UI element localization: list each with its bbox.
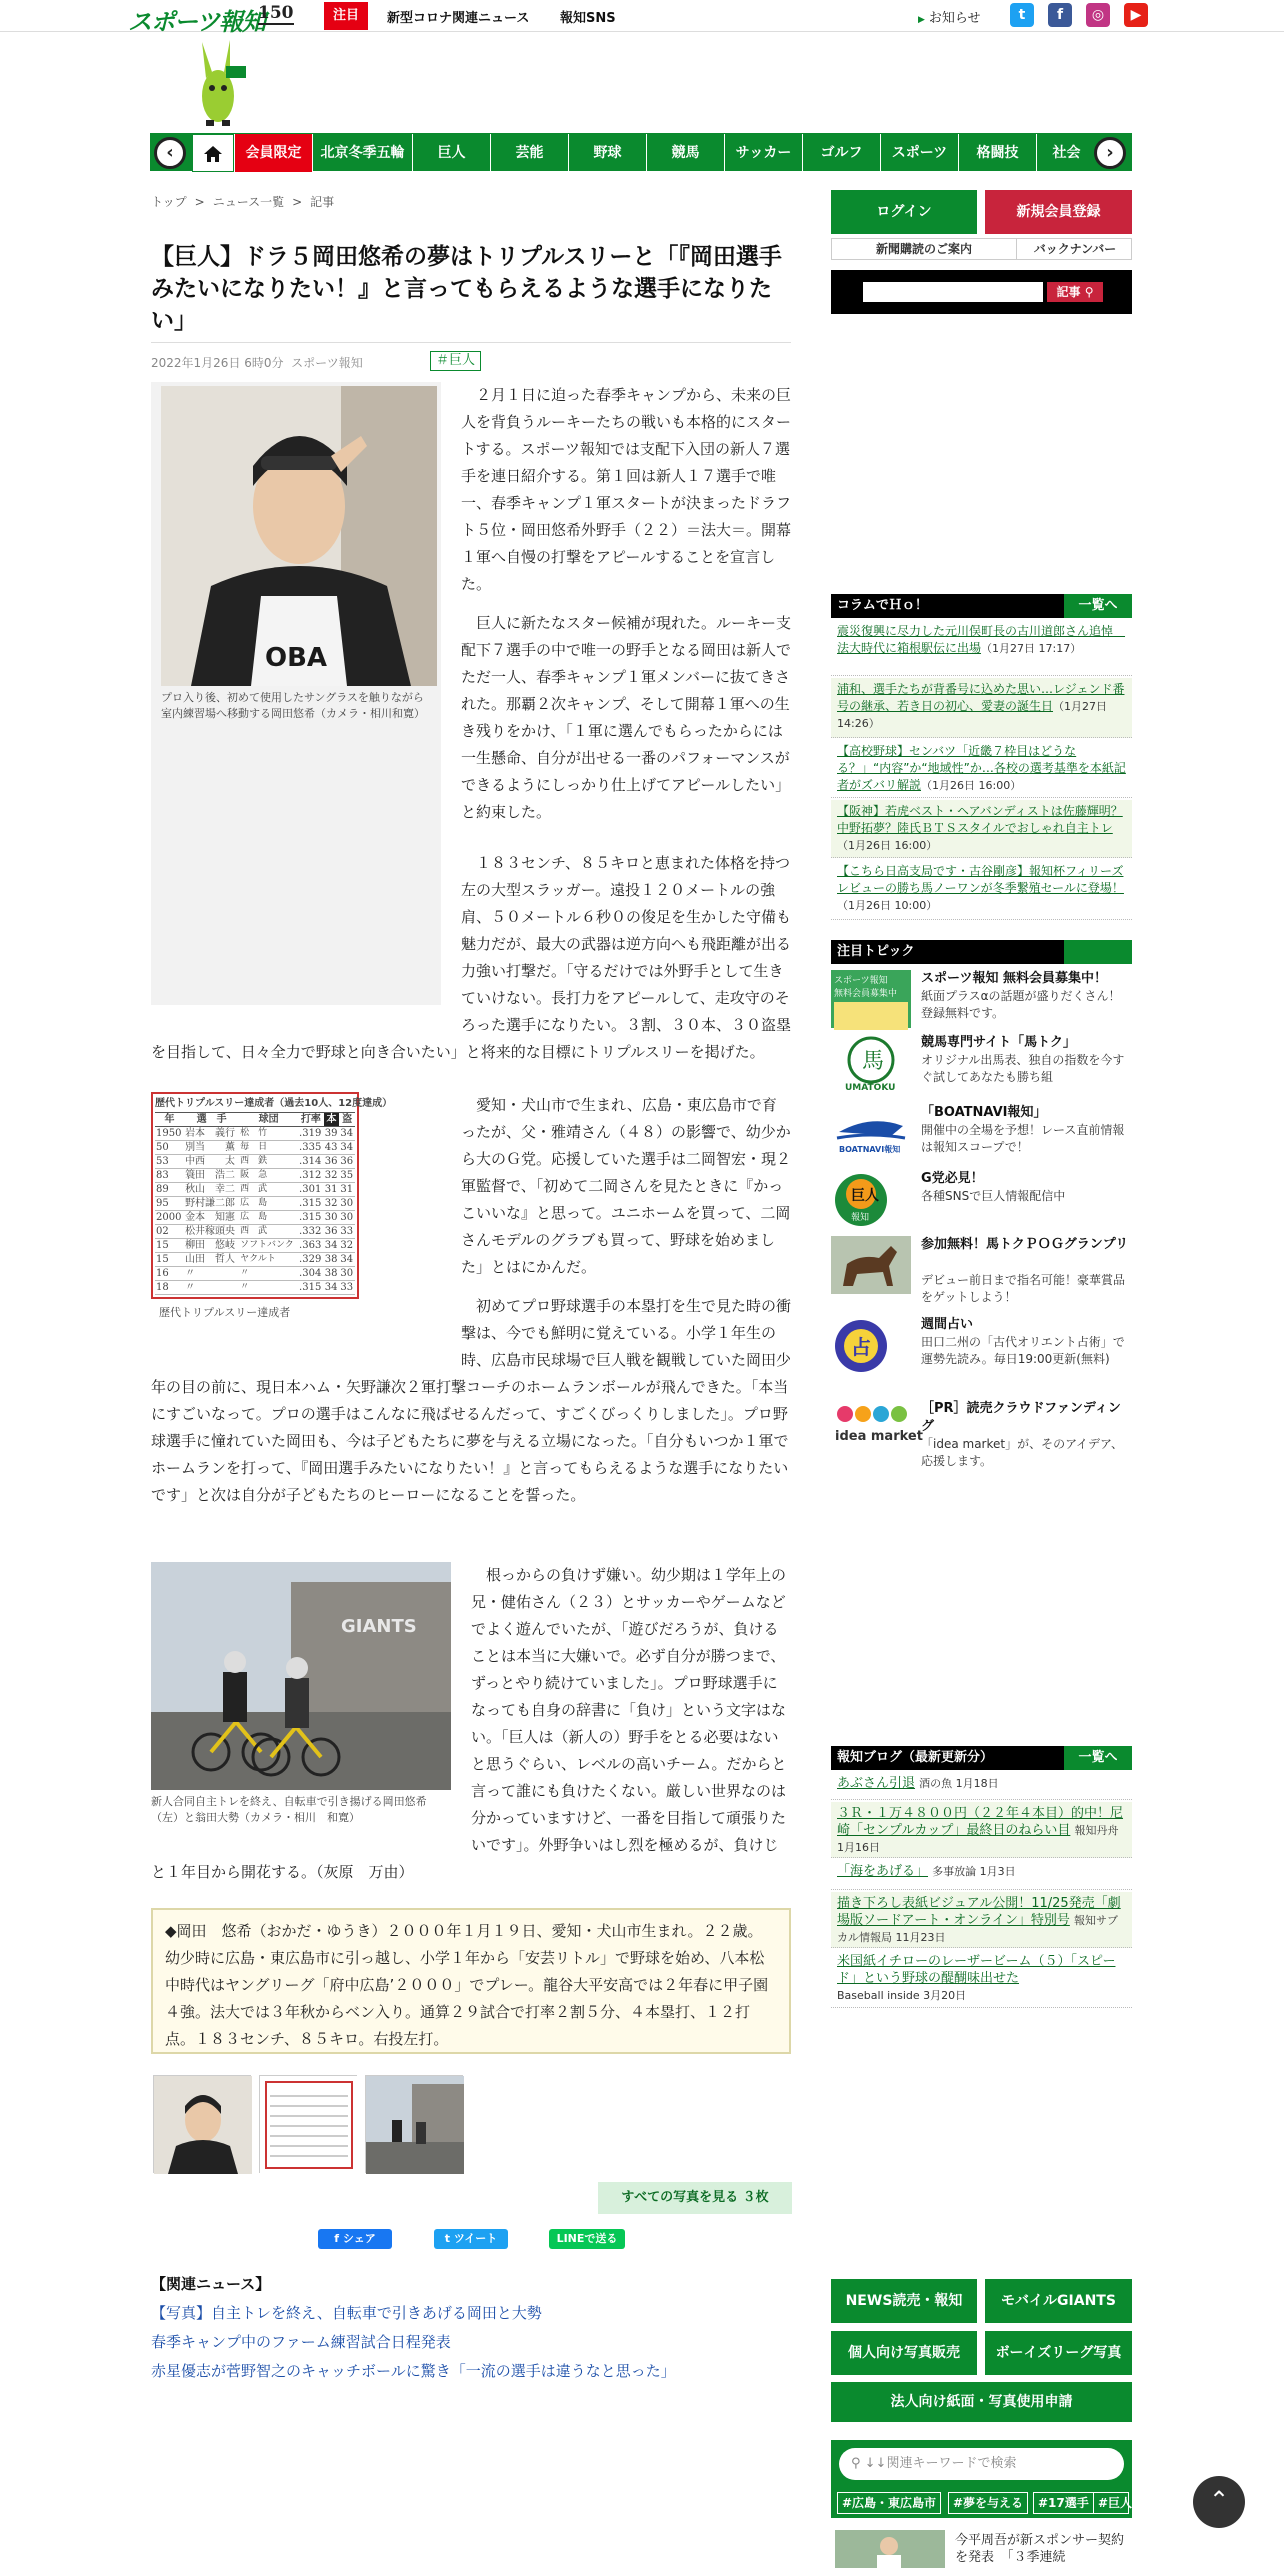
top-bar [0,0,1284,36]
paragraph-3-text: １８３センチ、８５キロと恵まれた体格を持つ左の大型スラッガー。遠投１２０メートルの強肩、５０メートル６秒０の俊足を生かした守備も魅力だが、最大の武器は逆方向へも飛距離が出る力強い打撃だ。「守るだけでは外野手として生きていけない。長打力をアピールして、走攻守のそろった選手になりたい。３割、３０本、３０盗塁を目指して、日々全力で野球と向き合いたい」と将来的な目標にトリプルスリーを掲げた。 [151,854,792,1061]
triple-table-cell: 95 [155,1197,184,1211]
youtube-icon[interactable]: ▶ [1124,3,1148,27]
triple-table-cell: 中西 太 [184,1155,239,1169]
search-button[interactable]: 記事 ⚲ [1047,282,1103,302]
photo3-caption: 新人合同自主トレを終え、自転車で引き揚げる岡田悠希（左）と翁田大勢（カメラ・相川 和寛） [151,1795,427,1824]
topic-item-4[interactable]: 巨人 報知 G党必見！ 各種SNSで巨人情報配信中 [831,1170,1132,1230]
blog-more-link[interactable]: 一覧へ [1064,1746,1132,1770]
triple-table-cell: 34 [324,1282,338,1293]
article-body-1 [151,382,791,838]
triple-table-cell: 柳田 悠岐 [184,1239,239,1253]
triple-table-cell: 野村謙二郎 [184,1197,239,1211]
search-input[interactable] [863,282,1043,302]
triple-table-cell: 36 [324,1226,338,1237]
paragraph-6: 根っからの負けず嫌い。幼少期は１学年上の兄・健佑さん（２３）とサッカーやゲームなどでよく遊んでいたが、「遊びだろうが、負けることは本当に大嫌いで。必ず自分が勝つまで、ずっとやり続けていました」。プロ野球選手になっても自身の辞書に「負け」という文字はない。「巨人は（新人の）野手をとる必要はないと思うぐらい、レベルの高いチーム。だからと言って誰にも負けたくない。厳しい世界なのは分かっていますけど、一番を目指して頑張りたいです」。外野争いはし烈を極めるが、負けじと１年目から開花する。（灰原 万由） [151,1566,787,1881]
fortune-icon [831,1316,911,1374]
triple-table-cell: 32 [340,1240,354,1251]
column-heading: コラムでＨｏ！ 一覧へ [831,594,1132,618]
paragraph-5: 初めてプロ野球選手の本塁打を生で見た時の衝撃は、今でも鮮明に覚えている。小学１年生の時、広島市民球場で巨人戦を観戦していた岡田少年の目の前に、現日本ハム・矢野謙次２軍打撃コーチのホームランボールが飛んできた。「本当にすごいなって。プロの選手はこんなに飛ばせるんだって、すごくびっくりしました」。プロ野球選手に憧れていた岡田も、今は子どもたちに夢を与える立場になった。「自分もいつか１軍でホームランを打って、『岡田選手みたいになりたい！』と言ってもらえるような選手になりたいです」と次は自分が子どもたちのヒーローになることを誓った。 [151,1297,792,1504]
search-icon: ⚲ [1084,285,1094,299]
facebook-icon[interactable]: f [1048,3,1072,27]
related-news [151,2270,676,2386]
blog-item-4[interactable]: 描き下ろし表紙ビジュアル公開！11/25発売「劇場版ソードアート・オンライン」特別号 報知サブカル情報局 11月23日 [831,1892,1132,1948]
triple-table-cell: 1950 [155,1127,184,1141]
related-heading: 【関連ニュース】 [151,2275,271,2293]
triple-table-cell: .332 [298,1225,324,1239]
triple-table-cell: 阪 急 [239,1169,298,1183]
bottom-news-image[interactable] [835,2530,945,2568]
triple-table-cell: 33 [340,1282,354,1293]
triple-table-cell: .304 [298,1267,324,1281]
triple-table-cell: 2000 [155,1211,184,1225]
triple-table-cell: 34 [340,1128,354,1139]
triple-table-cell: ヤクルト [239,1253,298,1267]
chumoku-badge: 注目 [324,2,368,30]
instagram-icon[interactable]: ◎ [1086,3,1110,27]
profile-box: ◆岡田 悠希（おかだ・ゆうき）２０００年１月１９日、愛知・犬山市生まれ。２２歳。幼少時に広島・東広島市に引っ越し、小学１年から「安芸リトル」で野球を始め、八本松中時代はヤングリーグ「府中広島’２０００」でプレー。龍谷大平安高では２年春に甲子園４強。法大では３年秋からベン入り。通算２９試合で打率２割５分、４本塁打、１２打点。１８３センチ、８５キロ。右投左打。 [151,1908,791,2054]
topic-item-5[interactable]: 参加無料！馬トクＰＯＧグランプリ デビュー前日まで指名可能！豪華賞品をゲットしよう！ [831,1236,1132,1296]
triple-table-cell: 31 [324,1184,338,1195]
triple-table-cell: 16 [155,1267,184,1281]
back-to-top-button[interactable] [1193,2476,1245,2528]
svg-text:idea market: idea market [835,1429,923,1444]
triple-table-cell: 33 [340,1226,354,1237]
triple-table-cell: 34 [324,1240,338,1251]
giants-hochi-icon [831,1170,911,1228]
triple-table-title: 歴代トリプルスリー達成者（過去10人、12度達成） [155,1096,355,1113]
article-body-5 [151,1562,791,1886]
triple-table-cell: 広 島 [239,1197,298,1211]
triple-table-cell: .319 [298,1127,324,1141]
column-item-5[interactable]: 【こちら日高支局です・古谷剛彦】報知杯フィリーズレビューの勝ち馬ノーワンが冬季繋殖セールに登場！（1月26日 10:00） [831,860,1132,920]
triple-table-cell: 35 [340,1170,354,1181]
keyword-pill-3[interactable]: #17選手 [1033,2492,1094,2514]
news-yomiuri-button[interactable]: NEWS読売・報知 [831,2279,977,2323]
triple-table-cell: 秋山 幸二 [184,1183,239,1197]
triple-table-cell: .315 [298,1211,324,1225]
nav-item-member[interactable]: 会員限定 [234,134,312,172]
triple-table-cell: 18 [155,1281,184,1295]
related-link-2[interactable]: 春季キャンプ中のファーム練習試合日程発表 [151,2333,451,2351]
hochi-member-icon: スポーツ報知 無料会員募集中 [831,970,911,1028]
nav-next-button[interactable]: › [1094,137,1126,169]
triple-table-header: 選 手 [184,1113,239,1127]
column-item-3[interactable]: 【高校野球】センバツ「近畿７枠目はどうなる？」“内容”か“地域性”か…各校の選考基準を本紙記者がズバリ解説（1月26日 16:00） [831,740,1132,798]
triple-table-header: 本 [324,1113,340,1127]
sidebar-links [831,238,1132,260]
triple-table-cell: .335 [298,1141,324,1155]
triple-table-cell: 簑田 浩二 [184,1169,239,1183]
triple-table-cell: 38 [324,1254,338,1265]
related-link-1[interactable]: 【写真】自主トレを終え、自転車で引きあげる岡田と大勢 [151,2304,542,2322]
triple-table-cell: 36 [340,1156,354,1167]
keyword-search-input[interactable]: ⚲ ↓↓関連キーワードで検索 [839,2448,1124,2480]
nav-item-soccer[interactable]: サッカー [724,134,802,172]
svg-text:巨人: 巨人 [851,1188,879,1204]
twitter-icon[interactable]: t [1010,3,1034,27]
search-icon: ⚲ [851,2456,865,2471]
nav-item-sports[interactable]: スポーツ [880,134,958,172]
register-button[interactable]: 新規会員登録 [985,190,1132,234]
hochi-sns-link[interactable]: 報知SNS [560,11,616,26]
keyword-pill-4[interactable]: #巨人 [1093,2492,1129,2514]
thumbnail-1[interactable] [153,2075,251,2173]
triple-table-cell: .314 [298,1155,324,1169]
site-logo[interactable]: スポーツ報知 [128,8,266,36]
triple-table-cell: .315 [298,1281,324,1295]
paragraph-2: 巨人に新たなスター候補が現れた。ルーキー支配下７選手の中で唯一の野手となる岡田は新人でただ一人、春季キャンプ１軍メンバーに抜てきされた。那覇２次キャンプ、そして開幕１軍への生き残りをかけ、「１軍に選んでもらったからには一生懸命、自分が出せる一番のパフォーマンスができるようにしっかり仕上げてアピールしたい」と約束した。 [461,614,792,821]
mascot-icon[interactable] [190,38,250,126]
title-divider [151,342,791,343]
search-box [831,270,1132,314]
triple-table-cell: 89 [155,1183,184,1197]
triple-table-cell: 43 [324,1142,338,1153]
keyword-pill-2[interactable]: #夢を与える [948,2492,1028,2514]
article-date: 2022年1月26日 6時0分 スポーツ報知 [151,356,363,370]
article-title: 【巨人】ドラ５岡田悠希の夢はトリプルスリーと「『岡田選手みたいになりたい！』と言ってもらえるような選手になりたい」 [151,244,782,334]
keyword-pill-1[interactable]: #広島・東広島市 [837,2492,941,2514]
oshirase-link[interactable]: ▶ お知らせ [918,7,981,26]
svg-text:馬: 馬 [862,1049,885,1074]
category-nav [150,133,1132,171]
triple-table-cell: .312 [298,1169,324,1183]
boys-league-photo-button[interactable]: ボーイズリーグ写真 [985,2331,1132,2375]
triple-table-cell: 別当 薫 [184,1141,239,1155]
triple-table-cell: .363 [298,1239,324,1253]
paragraph-4: 愛知・犬山市で生まれ、広島・東広島市で育ったが、父・雅靖さん（４８）の影響で、幼少から大のＧ党。応援していた選手は二岡智宏・現２軍監督で、「初めて二岡さんを見たときに『かっこいいな』と思って。ユニホームを買って、二岡さんモデルのグラブも買って、野球を始めました」とはにかんだ。 [461,1096,792,1276]
svg-text:BOATNAVI報知: BOATNAVI報知 [839,1145,901,1154]
blog-item-2[interactable]: ３Ｒ・１万４８００円（２２年４本目）的中！尼崎「センプルカップ」最終日のねらい目 報知丹舟 1月16日 [831,1802,1132,1858]
facebook-share-button[interactable]: f シェア [318,2229,392,2249]
blog-item-3[interactable]: 「海をあげる」 多事放論 1月3日 [831,1860,1132,1890]
triple-table-cell: 50 [155,1141,184,1155]
bottom-news-title[interactable]: 今平周吾が新スポンサー契約を発表 「３季連続 [955,2533,1125,2565]
subscription-link[interactable]: 新聞購読のご案内 [832,239,1017,259]
triple-table-cell: 31 [340,1184,354,1195]
all-photos-button[interactable]: すべての写真を見る ３枚 [598,2182,792,2214]
breadcrumb-top[interactable]: トップ [151,195,187,209]
triple-table-cell: 15 [155,1239,184,1253]
mobile-giants-button[interactable]: モバイルGIANTS [985,2279,1132,2323]
triple-table-cell: 広 島 [239,1211,298,1225]
triple-table-cell: 53 [155,1155,184,1169]
breadcrumb: トップ > ニュース一覧 > 記事 [151,195,335,209]
home-icon [203,145,223,163]
topic-item-1[interactable]: スポーツ報知 無料会員募集中 スポーツ報知 無料会員募集中！ 紙面プラスαの話題が盛りだくさん！登録無料です。 [831,970,1132,1030]
column-more-link[interactable]: 一覧へ [1064,594,1132,618]
triple-table-cell: 松 竹 [239,1127,298,1141]
triple-table-cell: 〃 [239,1267,298,1281]
triple-table-cell: 西 鉄 [239,1155,298,1169]
topic-item-2[interactable]: 馬 UMATOKU 競馬専門サイト「馬トク」 オリジナル出馬表、独自の指数を今すぐ試してあなたも勝ち組 [831,1034,1132,1094]
triple-table-header: 打率 [298,1113,324,1127]
triple-table-cell: 〃 [184,1281,239,1295]
photo-sales-button[interactable]: 個人向け写真販売 [831,2331,977,2375]
blog-item-1[interactable]: あぶさん引退 酒の魚 1月18日 [831,1772,1132,1800]
triple-table-cell: 30 [340,1212,354,1223]
nav-prev-button[interactable]: ‹ [154,137,186,169]
triple-table-cell: 毎 日 [239,1141,298,1155]
triple-table-cell: 山田 哲人 [184,1253,239,1267]
anniversary-logo: 150 [258,3,294,23]
triple-table-cell: 30 [324,1212,338,1223]
breadcrumb-news-list[interactable]: ニュース一覧 [212,195,285,209]
nav-item-golf[interactable]: ゴルフ [802,134,880,172]
blog-heading: 報知ブログ（最新更新分） 一覧へ [831,1746,1132,1770]
photo1-caption: プロ入り後、初めて使用したサングラスを触りながら室内練習場へ移動する岡田悠希（カメラ・相川和寛） [161,691,425,720]
column-item-1[interactable]: 震災復興に尽力した元川俣町長の古川道郎さん追悼 法大時代に箱根駅伝に出場（1月27日 17:17） [831,620,1132,676]
triple-table-cell: 34 [340,1142,354,1153]
triple-table-cell: 西 武 [239,1225,298,1239]
nav-item-keiba[interactable]: 競馬 [646,134,724,172]
nav-item-giants[interactable]: 巨人 [412,134,490,172]
nav-home-button[interactable] [192,134,234,172]
triple-table-header: 盗 [339,1113,355,1127]
triple-table-header: 年 [155,1113,184,1127]
triple-table-cell: ソフトバンク [239,1239,298,1253]
column-item-4[interactable]: 【阪神】若虎ベスト・ヘアバンディストは佐藤輝明？中野拓夢？陸氏ＢＴＳスタイルでおしゃれ自主トレ（1月26日 16:00） [831,800,1132,858]
triple-table-cell: .315 [298,1197,324,1211]
topic-heading: 注目トピック [831,940,1132,964]
umatoku-icon [831,1034,911,1092]
corporate-photo-button[interactable]: 法人向け紙面・写真使用申請 [831,2382,1132,2422]
nav-item-shakai[interactable]: 社会 [1036,134,1096,172]
triple-table-cell: 岩本 義行 [184,1127,239,1141]
triple-table-cell: 〃 [184,1267,239,1281]
nav-item-baseball[interactable]: 野球 [568,134,646,172]
related-link-3[interactable]: 赤星優志が菅野智之のキャッチボールに驚き「一流の選手は違うなと思った」 [151,2362,676,2380]
corona-news-link[interactable]: 新型コロナ関連ニュース [387,11,530,26]
triple-table-cell: 83 [155,1169,184,1183]
svg-text:GIANTS: GIANTS [341,1616,417,1637]
idea-market-icon [831,1400,923,1458]
horse-photo-icon [831,1236,911,1294]
svg-text:OBA: OBA [265,643,328,673]
triple-table-cell: 38 [324,1268,338,1279]
nav-item-olympics[interactable]: 北京冬季五輪 [312,134,412,172]
line-share-button[interactable]: LINEで送る [549,2229,625,2249]
triple-table-cell: 30 [340,1198,354,1209]
triple-table-cell: 34 [340,1254,354,1265]
login-button[interactable]: ログイン [831,190,977,234]
triple-table-cell: 32 [324,1198,338,1209]
column-item-2[interactable]: 浦和、選手たちが背番号に込めた思い…レジェンド番号の継承、若き日の初心、愛妻の誕生日（1月27日 14:26） [831,678,1132,738]
triple-table-cell: 15 [155,1253,184,1267]
article-body-4 [151,1092,791,1509]
svg-text:報知: 報知 [851,1213,870,1223]
nav-item-geino[interactable]: 芸能 [490,134,568,172]
thumbnail-2[interactable] [259,2075,357,2173]
triple-table-cell: .301 [298,1183,324,1197]
topic-item-7[interactable]: idea market ［PR］読売クラウドファンディング 「idea market」が、そのアイデア、応援します。 [831,1400,1132,1460]
thumbnail-3[interactable] [365,2075,463,2173]
triple-table-cell: 32 [324,1170,338,1181]
triple-table-cell: 30 [340,1268,354,1279]
photo2-caption: 歴代トリプルスリー達成者 [151,1299,361,1327]
boatnavi-icon [831,1104,911,1162]
svg-text:占: 占 [851,1335,871,1359]
topic-item-3[interactable]: BOATNAVI報知 「BOATNAVI報知」 開催中の全場を予想！レース直前情報は報知スコープで！ [831,1104,1132,1164]
blog-item-5[interactable]: 米国紙イチローのレーザービーム（５）「スピード」という野球の醍醐味出せた Baseball inside 3月20日 [831,1950,1132,2008]
triple-table-cell: .329 [298,1253,324,1267]
triple-table-cell: 02 [155,1225,184,1239]
triple-table-cell: 36 [324,1156,338,1167]
article-tag[interactable]: ＃巨人 [430,351,481,371]
triple-table-cell: 39 [324,1128,338,1139]
paragraph-1: ２月１日に迫った春季キャンプから、未来の巨人を背負うルーキーたちの戦いも本格的にスタートする。スポーツ報知では支配下入団の新人７選手を連日紹介する。第１回は新人１７選手で唯一、春季キャンプ１軍スタートが決まったドラフト５位・岡田悠希外野手（２２）＝法大＝。開幕１軍へ自慢の打撃をアピールすることを宣言した。 [461,386,792,593]
triple-table-cell: 松井稼頭央 [184,1225,239,1239]
triple-table-cell: 〃 [239,1281,298,1295]
backnumber-link[interactable]: バックナンバー [1033,242,1117,256]
triple-table-header: 球団 [239,1113,298,1127]
svg-text:UMATOKU: UMATOKU [845,1083,896,1093]
article-body-3 [151,850,791,1066]
triple-table-cell: 西 武 [239,1183,298,1197]
tweet-button[interactable]: t ツイート [434,2229,508,2249]
triple-table-cell: 金本 知憲 [184,1211,239,1225]
breadcrumb-current: 記事 [310,195,335,209]
topic-item-6[interactable]: 占 週間占い 田口二州の「古代オリエント占術」で運勢先読み。毎日19:00更新(無料) [831,1316,1132,1376]
chevron-up-icon: ⌃ [1208,2486,1230,2514]
nav-item-kakutogi[interactable]: 格闘技 [958,134,1036,172]
